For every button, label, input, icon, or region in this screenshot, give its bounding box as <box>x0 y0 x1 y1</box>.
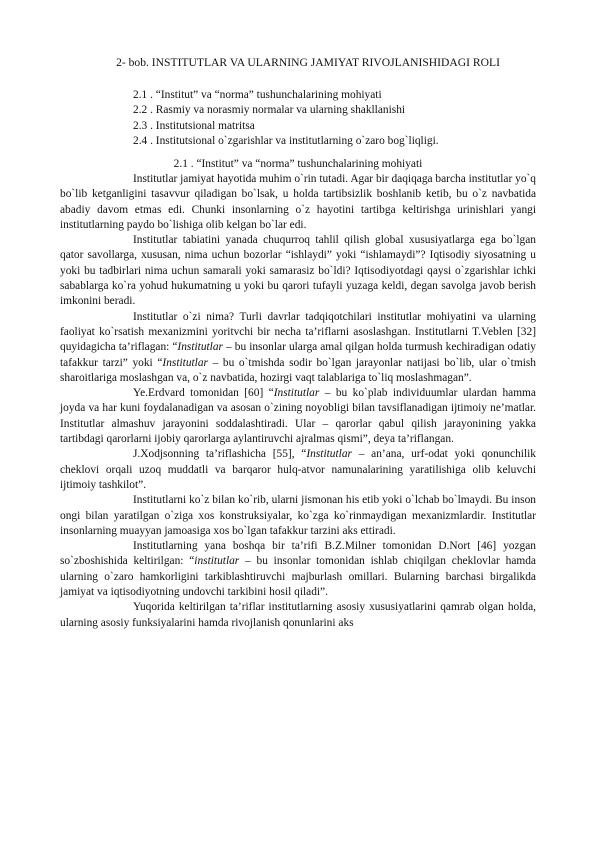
paragraph <box>60 172 536 233</box>
toc-item: 2.2 . Rasmiy va norasmiy normalar va ularning shakllanishi <box>133 104 406 117</box>
italic-term: institutlar <box>194 555 240 568</box>
text-run: – bu insonlar tomonidan ishlab chiqilgan cheklovlar hamda ularning o`zaro hamkorligini tarkiblashtiruvchi majburlash omillari. Bularning barchasi birgalikda jamiyat va iqtisodiyotning undovchi tarkibini hosil qiladi”. <box>60 555 536 599</box>
text-run: Yuqorida keltirilgan ta’riflar institutlarning asosiy xususiyatlarini qamrab olgan holda, ularning asosiy funksiyalarini hamda rivojlanish qonunlarini aks <box>60 601 536 629</box>
paragraph <box>60 386 536 447</box>
paragraph <box>60 233 536 309</box>
text-run: Ye.Erdvard tomonidan [60] “ <box>133 387 274 400</box>
text-run: J.Xodjsonning ta’riflashicha [55], “ <box>133 448 307 461</box>
toc-item: 2.4 . Institutsional o`zgarishlar va institutlarning o`zaro bog`liqligi. <box>133 135 439 148</box>
text-run: – bu o`tmishda sodir bo`lgan jarayonlar natijasi bo`lib, ular o`tmish sharoitlariga moslashgan va, o`z navbatida, hozirgi vaqt talablariga to`liq moslashmagan”. <box>60 356 536 384</box>
table-of-contents <box>133 88 439 150</box>
italic-term: Institutlar <box>177 341 223 354</box>
italic-term: Institutlar <box>273 387 320 400</box>
toc-item: 2.1 . “Institut” va “norma” tushunchalarining mohiyati <box>133 89 382 101</box>
paragraph <box>60 447 536 493</box>
paragraph <box>60 539 536 600</box>
text-run: Institutlarning yana boshqa bir ta’rifi B.Z.Milner tomonidan D.Nort [46] yozgan so`zboshishida keltirilgan: “ <box>60 540 536 568</box>
text-run: Institutlar tabiatini yanada chuqurroq tahlil qilish global xususiyatlarga ega bo`lgan qator savollarga, xususan, nima uchun bozorlar “ishlaydi” yoki “ishlamaydi”? Iqtisodiy siyosatning u yoki bu tadbirlari nima uchun samarali yoki samarasiz bo`ldi? Iqtisodiyotdagi qaysi o`zgarishlar ichki sabablarga ko`ra yohud hukumatning u yoki bu qarori tufayli yuzaga keldi, degan savolga javob berish imkonini beradi. <box>60 234 536 308</box>
text-run: – an’ana, urf-odat yoki qonunchilik cheklovi orqali uzoq muddatli va barqaror hulq-atvor namunalarining yaratilishiga olib keluvchi ijtimoiy tashkilot”. <box>60 448 536 491</box>
toc-item: 2.3 . Institutsional matritsa <box>133 119 255 132</box>
paragraph <box>60 600 536 631</box>
italic-term: Institutlar <box>162 356 208 369</box>
text-run: – bu ko`plab individuumlar ulardan hamma joyda va har kuni foydalanadigan va asosan o`zining noyobligi bilan tavsiflanadigan ijtimoiy ne’matlar. Institutlar almashuv jarayonini soddalashtiradi. Ular – qarorlar qabul qilish jarayonining yakka tartibdagi qarorlarni ijobiy qarorlarga aylantiruvchi ajralmas qismi”, deya ta’riflangan. <box>60 387 536 446</box>
chapter-title: 2- bob. INSTITUTLAR VA ULARNING JAMIYAT RIVOJLANISHIDAGI ROLI <box>116 56 500 69</box>
paragraph <box>60 493 536 539</box>
body-text <box>60 172 536 631</box>
text-run: – bu insonlar ularga amal qilgan holda turmush kechiradigan odatiy tafakkur tarzi” yoki “ <box>60 341 536 369</box>
text-run: Institutlar jamiyat hayotida muhim o`rin tutadi. Agar bir daqiqaga barcha institutlar yo`q bo`lib ketganligini tasavvur qiladigan bo`lsak, u holda tartibsizlik boshlanib ketib, bu o`z navbatida abadiy davom etmas edi. Chunki insonlarning o`z hayotini tartibga keltirishga urinishlari yangi institutlarning paydo bo`lishiga olib kelgan bo`lar edi. <box>60 173 536 231</box>
paragraph <box>60 310 536 386</box>
text-run: Institutlar o`zi nima? Turli davrlar tadqiqotchilari institutlar mohiyatini va ularning faoliyat ko`rsatish mexanizmini yoritvchi bir necha ta’riflarni asoslashgan. Institutlarni T.Veblen [32] quyidagicha ta’riflagan: “ <box>60 310 536 354</box>
section-title: 2.1 . “Institut” va “norma” tushunchalarining mohiyati <box>173 158 423 170</box>
text-run: Institutlarni ko`z bilan ko`rib, ularni jismonan his etib yoki o`lchab bo`lmaydi. Bu inson ongi bilan yaratilgan o`ziga xos konstruksiyalar, ko`zga ko`rinmaydigan mexanizmlardir. Institutlar insonlarning muayyan jamoasiga xos bo`lgan tafakkur tarzini aks ettiradi. <box>60 494 536 537</box>
italic-term: Institutlar <box>306 448 352 461</box>
